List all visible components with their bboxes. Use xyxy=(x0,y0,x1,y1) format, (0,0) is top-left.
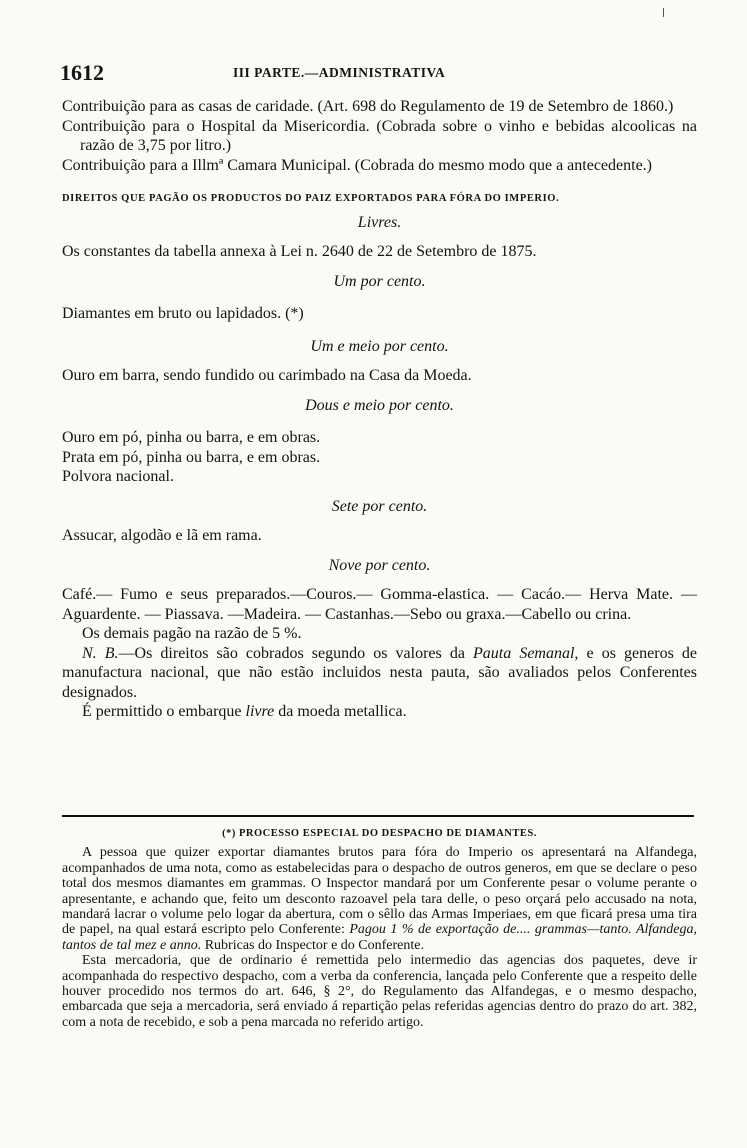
list-item: Polvora nacional. xyxy=(62,468,174,485)
subheading-nove: Nove por cento. xyxy=(328,556,431,574)
footnote-text: A pessoa que quizer exportar diamantes brutos para fóra do Imperio os apresentará na Alfandega, acompanhados de uma nota, como as estabelecidas para o despacho de outros generos, em que se declare o peso total dos mesmos diamantes em grammas. O Inspector mandará por um Conferente pesar o volume perante o apresentante, e achando que, feito um desconto razoavel pela tara delle, o peso orçará pelo accusado na nota, mandará lacrar o volume pelo logar da abertura, com o sêllo das Armas Imperiaes, em que ficará presa uma tira de papel, na qual estará escripto pelo Conferente: xyxy=(62,845,697,938)
main-text xyxy=(62,97,697,722)
footnote xyxy=(62,826,697,1030)
footnote-title: (*) PROCESSO ESPECIAL DO DESPACHO DE DIAMANTES. xyxy=(222,828,537,839)
scan-mark xyxy=(663,8,664,17)
running-title: III PARTE.—ADMINISTRATIVA xyxy=(233,65,446,80)
subheading-um-meio: Um e meio por cento. xyxy=(310,337,449,355)
text-livres: Os constantes da tabella annexa à Lei n. 2640 de 22 de Setembro de 1875. xyxy=(62,243,537,260)
subheading-dous-meio: Dous e meio por cento. xyxy=(305,396,454,414)
footnote-formula: Pagou 1 % de exportação de.... grammas—tanto. Alfandega, tantos de tal mez e anno. xyxy=(62,922,697,953)
footnote-paragraph: Esta mercadoria, que de ordinario é remettida pelo intermedio das agencias dos paquetes, deve ir acompanhada do respectivo despacho, com a verba da conferencia, lançada pelo Conferente que a respeito delle houver procedido nos termos do art. 646, § 2°, do Regulamento das Alfandegas, e o mesmo despacho, embarcada que seja a mercadoria, será enviado á repartição pelas referidas agencias dentro do prazo do art. 382, com a nota de recebido, e sob a pena marcada no referido artigo. xyxy=(62,953,697,1030)
list-item: Ouro em pó, pinha ou barra, e em obras. xyxy=(62,429,321,446)
section-title: DIREITOS QUE PAGÃO OS PRODUCTOS DO PAIZ EXPORTADOS PARA FÓRA DO IMPERIO. xyxy=(62,193,560,204)
subheading-livres: Livres. xyxy=(357,213,402,231)
text-demais: Os demais pagão na razão de 5 %. xyxy=(82,625,302,642)
contribution-item: Contribuição para o Hospital da Misericordia. (Cobrada sobre o vinho e bebidas alcoolicas na razão de 3,75 por litro.) xyxy=(62,117,697,154)
nota-bene xyxy=(62,644,697,703)
text-um-meio: Ouro em barra, sendo fundido ou carimbado na Casa da Moeda. xyxy=(62,367,472,384)
nb-text: e os generos de manufactura nacional, que não estão incluidos nesta pauta, são avaliados pelos Conferentes designados. xyxy=(62,644,697,701)
text-permittido xyxy=(62,702,697,722)
perm-livre: livre xyxy=(245,703,275,720)
pauta-semanal: Pauta Semanal, xyxy=(473,644,579,662)
page-header xyxy=(60,60,700,88)
contribution-item: Contribuição para as casas de caridade. (Art. 698 do Regulamento de 19 de Setembro de 1860.) xyxy=(62,98,674,115)
text-um: Diamantes em bruto ou lapidados. (*) xyxy=(62,305,304,322)
page-number: 1612 xyxy=(60,60,104,85)
subheading-um: Um por cento. xyxy=(333,272,426,290)
perm-text: da moeda metallica. xyxy=(274,703,407,720)
nb-label: N. B. xyxy=(82,644,119,662)
contribution-item: Contribuição para a Illmª Camara Municipal. (Cobrada do mesmo modo que a antecedente.) xyxy=(62,156,652,174)
footnote-text: Rubricas do Inspector e do Conferente. xyxy=(201,937,424,953)
text-sete: Assucar, algodão e lã em rama. xyxy=(62,527,262,544)
nb-text: —Os direitos são cobrados segundo os valores da xyxy=(118,644,474,662)
list-item: Prata em pó, pinha ou barra, e em obras. xyxy=(62,448,321,466)
footnote-divider xyxy=(62,815,694,817)
text-nove: Café.— Fumo e seus preparados.—Couros.— Gomma-elastica. — Cacáo.— Herva Mate. — Aguardente. — Piassava. —Madeira. — Castanhas.—Sebo ou graxa.—Cabello ou crina. xyxy=(62,586,697,623)
footnote-paragraph xyxy=(62,845,697,953)
perm-text: É permittido o embarque xyxy=(82,703,246,720)
subheading-sete: Sete por cento. xyxy=(331,497,428,515)
